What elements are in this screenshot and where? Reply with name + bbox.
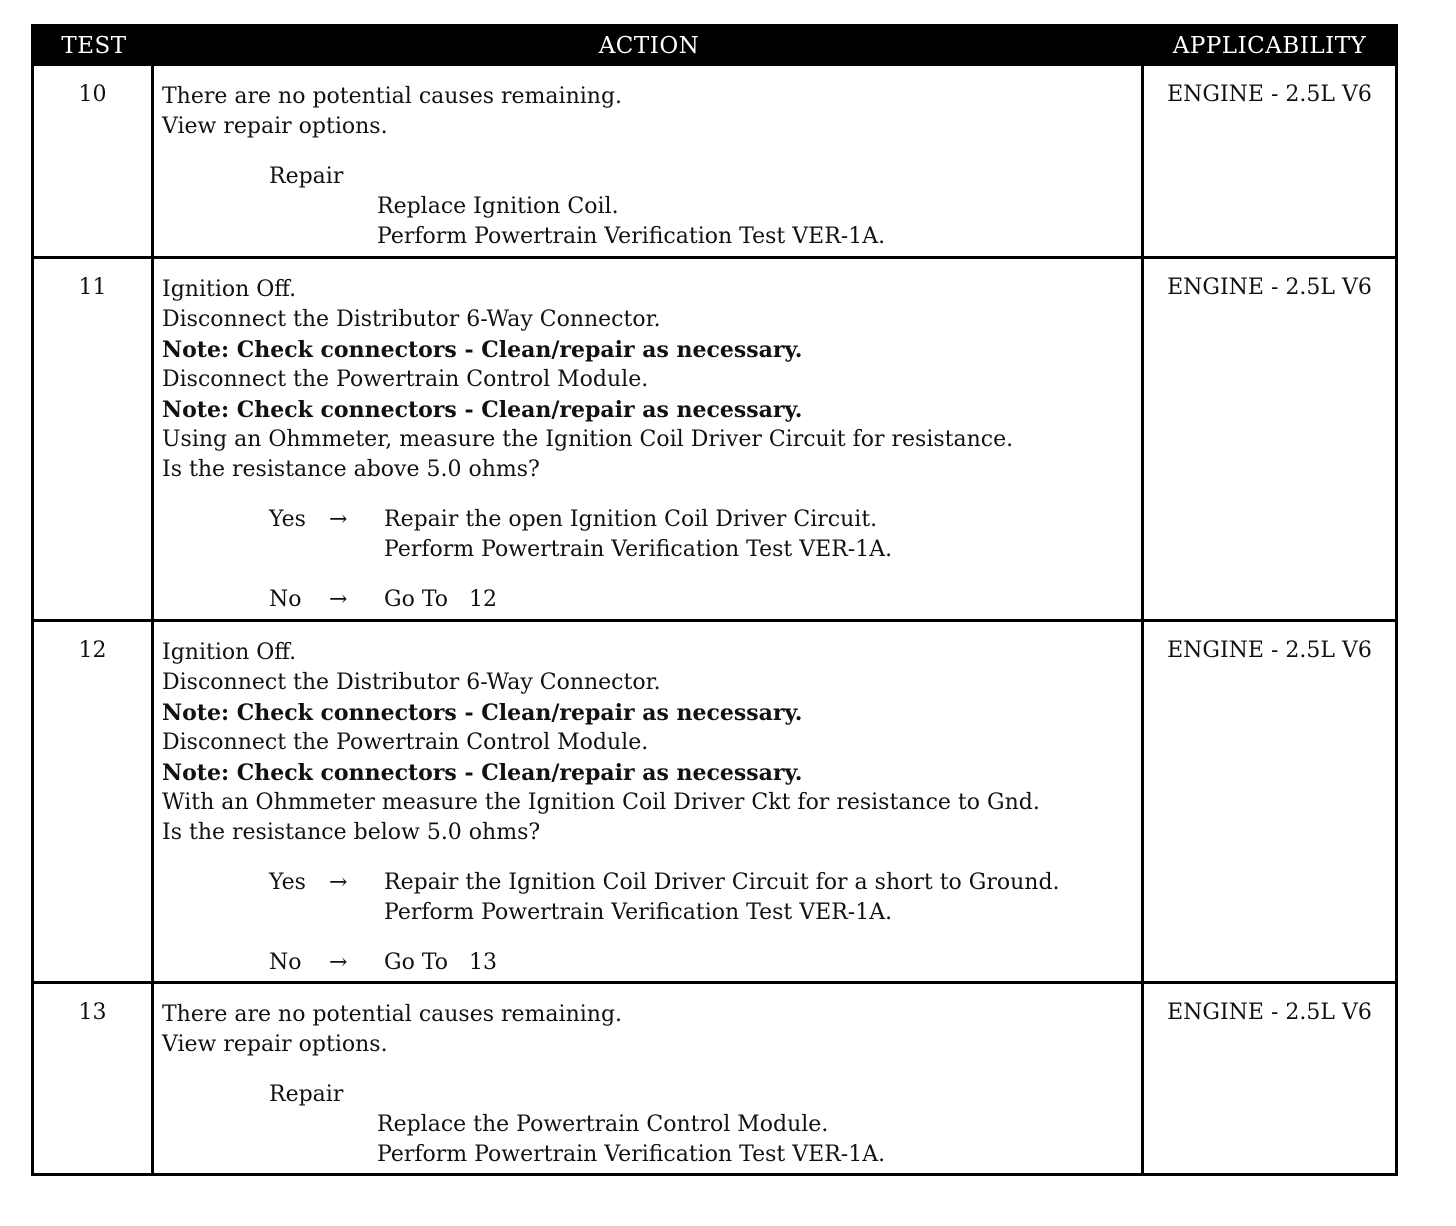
arrow-icon: → xyxy=(329,587,348,612)
action-line: There are no potential causes remaining. xyxy=(162,84,623,109)
note-line: Note: Check connectors - Clean/repair as necessary. xyxy=(162,700,803,726)
go-to-text: Go To 13 xyxy=(384,950,497,975)
action-line: View repair options. xyxy=(162,1032,388,1057)
no-label: No xyxy=(269,950,302,975)
action-line: View repair options. xyxy=(162,114,388,139)
yes-label: Yes xyxy=(269,507,306,532)
table-row-test-13 xyxy=(34,984,1395,1173)
applicability-cell: ENGINE - 2.5L V6 xyxy=(1167,275,1372,300)
test-number: 13 xyxy=(34,984,154,1173)
no-label: No xyxy=(269,587,302,612)
diagnostic-test-table xyxy=(31,24,1398,1176)
action-cell xyxy=(154,622,1144,981)
test-number: 12 xyxy=(34,622,154,981)
question-line: Is the resistance below 5.0 ohms? xyxy=(162,820,541,845)
no-branch xyxy=(162,948,1141,978)
yes-line: Repair the Ignition Coil Driver Circuit for a short to Ground. xyxy=(384,870,1060,895)
yes-line: Perform Powertrain Verification Test VER-1A. xyxy=(384,537,893,562)
applicability-cell: ENGINE - 2.5L V6 xyxy=(1167,638,1372,663)
applicability-cell: ENGINE - 2.5L V6 xyxy=(1167,82,1372,107)
header-applicability: APPLICABILITY xyxy=(1172,33,1367,59)
note-line: Note: Check connectors - Clean/repair as necessary. xyxy=(162,337,803,363)
header-action: ACTION xyxy=(598,33,700,59)
yes-branch xyxy=(162,868,1141,928)
action-line: Using an Ohmmeter, measure the Ignition Coil Driver Circuit for resistance. xyxy=(162,427,1014,452)
arrow-icon: → xyxy=(329,950,348,975)
test-number: 11 xyxy=(34,259,154,619)
go-to-text: Go To 12 xyxy=(384,587,497,612)
action-cell xyxy=(154,984,1144,1173)
action-line: Disconnect the Distributor 6-Way Connector. xyxy=(162,307,661,332)
table-row-test-10 xyxy=(34,66,1395,259)
action-line: There are no potential causes remaining. xyxy=(162,1002,623,1027)
note-line: Note: Check connectors - Clean/repair as necessary. xyxy=(162,760,803,786)
action-line: Disconnect the Distributor 6-Way Connector. xyxy=(162,670,661,695)
repair-label: Repair xyxy=(269,1082,344,1107)
question-line: Is the resistance above 5.0 ohms? xyxy=(162,457,540,482)
action-cell xyxy=(154,66,1144,256)
repair-line: Replace Ignition Coil. xyxy=(377,194,619,219)
header-test: TEST xyxy=(61,33,127,59)
yes-branch xyxy=(162,505,1141,565)
action-line: Disconnect the Powertrain Control Module. xyxy=(162,730,649,755)
action-line: With an Ohmmeter measure the Ignition Coil Driver Ckt for resistance to Gnd. xyxy=(162,790,1040,815)
yes-label: Yes xyxy=(269,870,306,895)
arrow-icon: → xyxy=(329,870,348,895)
repair-line: Replace the Powertrain Control Module. xyxy=(377,1112,829,1137)
action-line: Ignition Off. xyxy=(162,277,297,302)
table-row-test-11 xyxy=(34,259,1395,622)
table-header xyxy=(34,27,1395,66)
no-branch xyxy=(162,585,1141,615)
action-line: Ignition Off. xyxy=(162,640,297,665)
action-cell xyxy=(154,259,1144,619)
applicability-cell: ENGINE - 2.5L V6 xyxy=(1167,1000,1372,1025)
note-line: Note: Check connectors - Clean/repair as necessary. xyxy=(162,397,803,423)
repair-line: Perform Powertrain Verification Test VER-1A. xyxy=(377,1142,886,1167)
yes-line: Repair the open Ignition Coil Driver Circuit. xyxy=(384,507,878,532)
action-line: Disconnect the Powertrain Control Module. xyxy=(162,367,649,392)
test-number: 10 xyxy=(34,66,154,256)
yes-line: Perform Powertrain Verification Test VER-1A. xyxy=(384,900,893,925)
arrow-icon: → xyxy=(329,507,348,532)
repair-label: Repair xyxy=(269,164,344,189)
table-row-test-12 xyxy=(34,622,1395,984)
repair-line: Perform Powertrain Verification Test VER-1A. xyxy=(377,224,886,249)
